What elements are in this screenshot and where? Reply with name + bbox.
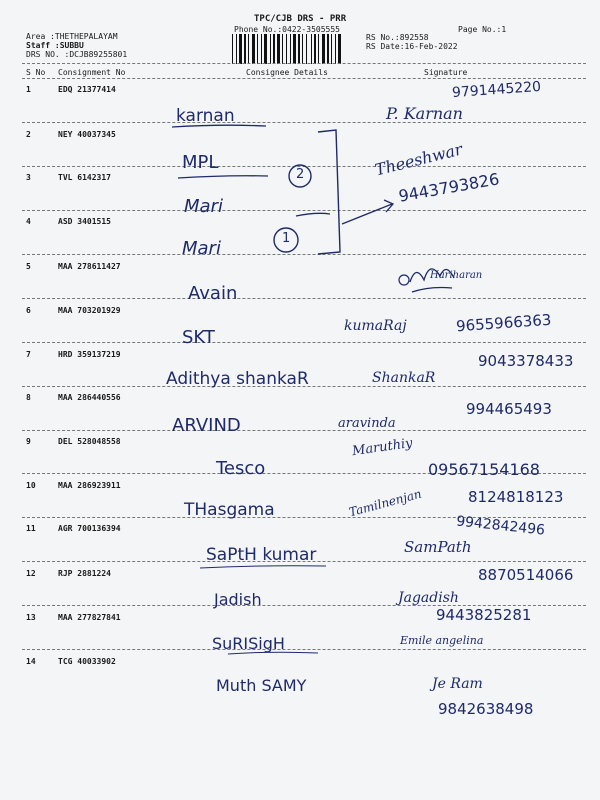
consignee-name: MPL — [182, 152, 219, 173]
phone-handwritten: 9043378433 — [478, 352, 574, 370]
signature: P. Karnan — [386, 104, 463, 123]
row-number: 3 — [26, 173, 31, 182]
consignment-number: MAA 277827841 — [58, 613, 121, 622]
staff-label: Staff :SUBBU — [26, 41, 84, 50]
signature: SamPath — [404, 538, 472, 556]
rs-date: RS Date:16-Feb-2022 — [366, 42, 458, 51]
phone-handwritten: 9942842496 — [455, 513, 546, 539]
row-number: 5 — [26, 262, 31, 271]
consignee-name: SaPtH kumar — [206, 545, 317, 565]
circled-number: 1 — [282, 231, 291, 246]
col-sno: S No — [26, 68, 46, 77]
consignment-number: MAA 286923911 — [58, 481, 121, 490]
row-number: 11 — [26, 524, 36, 533]
signature: aravinda — [338, 416, 396, 431]
phone-handwritten: 9443825281 — [436, 606, 532, 624]
consignee-name: SKT — [182, 327, 215, 348]
consignee-name: karnan — [176, 106, 235, 126]
row-number: 8 — [26, 393, 31, 402]
consignment-number: TVL 6142317 — [58, 173, 111, 182]
consignment-number: DEL 528048558 — [58, 437, 121, 446]
phone-handwritten: 8124818123 — [468, 488, 564, 506]
phone-handwritten: 9842638498 — [438, 700, 534, 718]
signature: Hariharan — [430, 270, 483, 281]
row-number: 7 — [26, 350, 31, 359]
consignee-name: Mari — [184, 196, 223, 217]
col-signature: Signature — [424, 68, 468, 77]
consignment-number: MAA 703201929 — [58, 306, 121, 315]
signature: Je Ram — [432, 676, 483, 692]
signature: kumaRaj — [344, 318, 407, 334]
signature: Emile angelina — [400, 634, 484, 647]
consignee-name: Adithya shankaR — [166, 369, 309, 389]
consignment-number: NEY 40037345 — [58, 130, 116, 139]
consignee-name: ARVIND — [172, 415, 241, 436]
signature: Tamilnenjan — [347, 486, 423, 520]
consignment-number: AGR 700136394 — [58, 524, 121, 533]
consignee-name: Jadish — [214, 590, 262, 609]
consignee-name: THasgama — [184, 500, 275, 520]
signature: ShankaR — [372, 370, 436, 386]
consignee-name: Tesco — [216, 458, 266, 479]
signature: Theeshwar — [373, 139, 465, 180]
phone-handwritten: 8870514066 — [478, 566, 574, 584]
signature: Jagadish — [398, 590, 459, 606]
row-number: 4 — [26, 217, 31, 226]
row-number: 10 — [26, 481, 36, 490]
row-number: 1 — [26, 85, 31, 94]
row-number: 2 — [26, 130, 31, 139]
document-title: TPC/CJB DRS - PRR — [254, 14, 347, 24]
row-number: 13 — [26, 613, 36, 622]
drs-number: DRS NO. :DCJB89255801 — [26, 50, 128, 59]
phone-handwritten: 994465493 — [466, 400, 552, 418]
consignment-number: EDQ 21377414 — [58, 85, 116, 94]
row-number: 12 — [26, 569, 36, 578]
phone-handwritten: 9655966363 — [455, 310, 552, 336]
consignee-name: Avain — [188, 283, 238, 304]
area-label: Area :THETHEPALAYAM — [26, 32, 118, 41]
col-consignee: Consignee Details — [246, 68, 328, 77]
consignment-number: ASD 3401515 — [58, 217, 111, 226]
phone-number: Phone No.:0422-3505555 — [234, 25, 340, 34]
col-consignment: Consignment No — [58, 68, 126, 77]
consignee-name: SuRISigH — [212, 634, 285, 653]
phone-handwritten: 09567154168 — [428, 460, 540, 479]
rs-number: RS No.:892558 — [366, 33, 429, 42]
row-number: 14 — [26, 657, 36, 666]
consignment-number: MAA 286440556 — [58, 393, 121, 402]
phone-handwritten: 9443793826 — [397, 169, 501, 206]
consignment-number: RJP 2881224 — [58, 569, 111, 578]
row-number: 6 — [26, 306, 31, 315]
circled-number: 2 — [296, 167, 305, 182]
consignment-number: HRD 359137219 — [58, 350, 121, 359]
consignment-number: TCG 40033902 — [58, 657, 116, 666]
signature: Maruthiy — [351, 435, 414, 460]
row-number: 9 — [26, 437, 31, 446]
page-number: Page No.:1 — [458, 25, 507, 34]
consignment-number: MAA 278611427 — [58, 262, 121, 271]
phone-handwritten: 9791445220 — [451, 78, 542, 102]
consignee-name: Muth SAMY — [216, 676, 307, 695]
consignee-name: Mari — [182, 238, 221, 259]
